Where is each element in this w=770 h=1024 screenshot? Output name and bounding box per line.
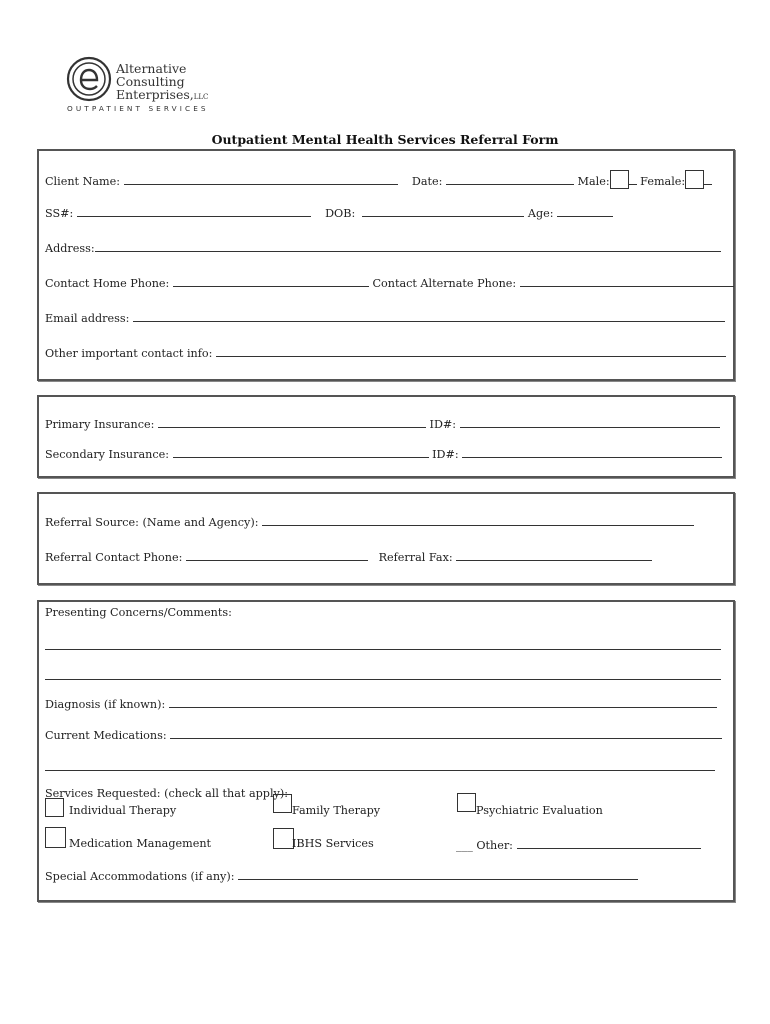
accommodations-field[interactable]	[238, 868, 638, 880]
client-row-5	[45, 310, 725, 325]
referral-phone-label: Referral Contact Phone:	[45, 551, 183, 564]
ibhs-services-checkbox[interactable]	[273, 828, 294, 849]
company-logo	[66, 55, 216, 117]
services-label: Services Requested: (check all that apply):	[45, 787, 288, 800]
referral-fax-field[interactable]	[456, 549, 652, 561]
psychiatric-evaluation-checkbox[interactable]	[457, 793, 476, 812]
alt-phone-field[interactable]	[520, 275, 734, 287]
referral-source-field[interactable]	[262, 514, 694, 526]
email-label: Email address:	[45, 312, 130, 325]
company-name-line2: Consulting	[116, 74, 185, 89]
male-blank	[629, 173, 637, 185]
age-field[interactable]	[557, 205, 613, 217]
home-phone-label: Contact Home Phone:	[45, 277, 170, 290]
diagnosis-label: Diagnosis (if known):	[45, 698, 166, 711]
medications-field[interactable]	[170, 727, 722, 739]
dob-field[interactable]	[362, 205, 524, 217]
company-name-line3: Enterprises,	[116, 87, 194, 102]
logo-tagline: OUTPATIENT SERVICES	[67, 104, 209, 113]
secondary-id-field[interactable]	[462, 446, 722, 458]
diagnosis-row	[45, 696, 717, 711]
family-therapy-checkbox[interactable]	[273, 794, 292, 813]
address-label: Address:	[45, 242, 95, 255]
other-contact-label: Other important contact info:	[45, 347, 213, 360]
alt-phone-label: Contact Alternate Phone:	[372, 277, 517, 290]
concerns-label: Presenting Concerns/Comments:	[45, 606, 232, 619]
secondary-insurance-label: Secondary Insurance:	[45, 448, 169, 461]
client-name-label: Client Name:	[45, 175, 121, 188]
referral-source-label: Referral Source: (Name and Agency):	[45, 516, 259, 529]
secondary-id-label: ID#:	[432, 448, 459, 461]
insurance-row-2	[45, 446, 722, 461]
female-blank	[704, 173, 712, 185]
accommodations-row	[45, 868, 638, 883]
individual-therapy-checkbox[interactable]	[45, 798, 64, 817]
age-label: Age:	[527, 207, 554, 220]
client-info-section	[37, 149, 735, 381]
individual-therapy-label: Individual Therapy	[69, 804, 177, 817]
logo-mark-icon	[66, 55, 116, 103]
female-label: Female:	[640, 175, 686, 188]
ibhs-services-label: IBHS Services	[292, 837, 374, 850]
other-contact-field[interactable]	[216, 345, 726, 357]
medications-line-2[interactable]	[45, 770, 715, 771]
other-service-label: Other:	[476, 839, 513, 852]
male-label: Male:	[577, 175, 610, 188]
other-service-row	[456, 837, 701, 852]
address-field[interactable]	[95, 240, 721, 252]
referral-row-1	[45, 514, 694, 529]
insurance-section	[37, 395, 735, 478]
primary-id-field[interactable]	[460, 416, 720, 428]
company-name	[116, 62, 208, 104]
concerns-section	[37, 600, 735, 902]
email-field[interactable]	[133, 310, 725, 322]
insurance-row-1	[45, 416, 720, 431]
medications-row	[45, 727, 722, 742]
company-name-line1: Alternative	[116, 61, 187, 76]
referral-row-2	[45, 549, 652, 564]
form-title: Outpatient Mental Health Services Referral Form	[211, 132, 559, 147]
dob-label: DOB:	[325, 207, 356, 220]
referral-fax-label: Referral Fax:	[378, 551, 453, 564]
primary-id-label: ID#:	[429, 418, 457, 431]
medications-label: Current Medications:	[45, 729, 167, 742]
psychiatric-evaluation-label: Psychiatric Evaluation	[476, 804, 603, 817]
client-row-6	[45, 345, 726, 360]
date-field[interactable]	[446, 173, 574, 185]
family-therapy-label: Family Therapy	[292, 804, 381, 817]
home-phone-field[interactable]	[173, 275, 369, 287]
medication-management-label: Medication Management	[69, 837, 212, 850]
client-row-2	[45, 205, 613, 220]
referral-phone-field[interactable]	[186, 549, 368, 561]
other-service-blank: ___	[456, 839, 473, 852]
client-row-3	[45, 240, 721, 255]
concerns-line-2[interactable]	[45, 679, 721, 680]
company-llc: LLC	[193, 93, 209, 101]
ss-label: SS#:	[45, 207, 74, 220]
concerns-line-1[interactable]	[45, 649, 721, 650]
female-checkbox[interactable]	[685, 170, 704, 189]
primary-insurance-label: Primary Insurance:	[45, 418, 155, 431]
accommodations-label: Special Accommodations (if any):	[45, 870, 235, 883]
diagnosis-field[interactable]	[169, 696, 717, 708]
ss-field[interactable]	[77, 205, 311, 217]
male-checkbox[interactable]	[610, 170, 629, 189]
client-name-field[interactable]	[124, 173, 398, 185]
referral-section	[37, 492, 735, 585]
client-row-1	[45, 170, 712, 189]
other-service-field[interactable]	[517, 837, 701, 849]
medication-management-checkbox[interactable]	[45, 827, 66, 848]
secondary-insurance-field[interactable]	[173, 446, 429, 458]
primary-insurance-field[interactable]	[158, 416, 426, 428]
date-label: Date:	[411, 175, 443, 188]
client-row-4	[45, 275, 734, 290]
